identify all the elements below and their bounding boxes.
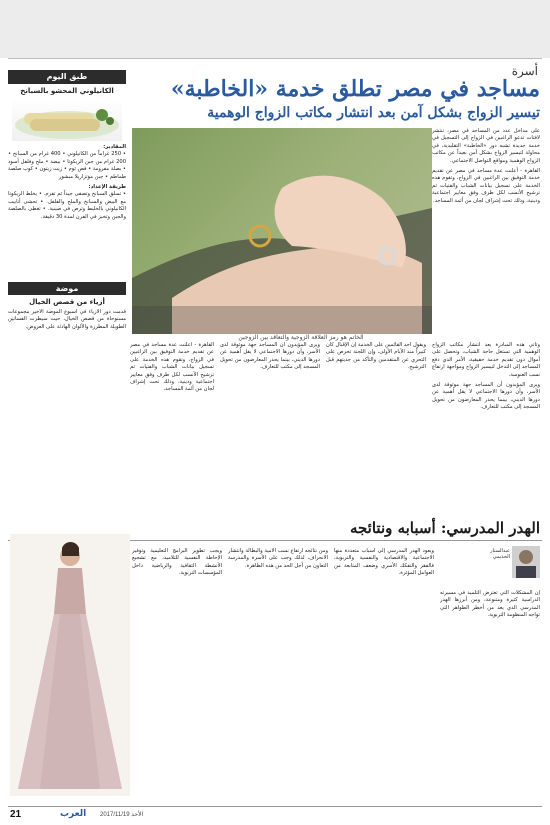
author-box [478,544,540,584]
fashion-text: قدمت دور الأزياء في أسبوع الموضة الأخير مجموعات مستوحاة من قصص الخيال، حيث سيطرت الفساتين الطويلة المطرزة والألوان الهادئة على العروض. [8,309,126,330]
body-text-1b: القاهرة - أعلنت عدة مساجد في مصر عن تقديم خدمة التوفيق بين الراغبين في الزواج، وتقوم هذه الخدمة على تسجيل بيانات الشباب والفتيات ثم ترشيح الأنسب لكل طرف وفق معايير اجتماعية ودينية، وذلك تحت إشراف لجان من أئمة المساجد. [130,342,214,393]
side-ingredients-block [8,144,126,274]
side-method-label: طريقة الإعداد: [88,184,126,191]
body-text-2: وتأتي هذه المبادرة بعد انتشار مكاتب الزواج الوهمية التي تستغل حاجة الشباب، وتحصل على أموال دون تقديم خدمة حقيقية، الأمر الذي دفع المساجد إلى التدخل لتيسير الزواج ومواجهة ارتفاع نسب العنوسة. [432,342,540,378]
body-text-1: القاهرة - أعلنت عدة مساجد في مصر عن تقديم خدمة التوفيق بين الراغبين في الزواج، وتقوم هذه الخدمة على تسجيل بيانات الشباب والفتيات ثم ترشيح الأنسب لكل طرف وفق معايير اجتماعية ودينية، وذلك تحت إشراف لجان من أئمة المساجد. [432,168,540,204]
hands-ring-illustration [132,128,432,334]
cannelloni-illustration [12,99,122,141]
intro-column [432,128,540,334]
side-ingredients-label: المقادير: [103,144,126,150]
author-photo-icon [512,546,540,578]
top-banner [0,0,550,58]
wedding-ring-photo [132,128,432,334]
footer-rule [8,806,542,821]
article-column-2 [326,342,426,512]
issue-date: الأحد 2017/11/19 [100,812,144,818]
page-number: 21 [10,809,22,820]
lower-column-1 [440,590,540,802]
gown-illustration [10,534,130,796]
side-section-bar: طبق اليوم [8,70,126,84]
fashion-text-block [8,309,126,389]
lower-column-4 [132,548,222,802]
lower-column-3 [228,548,328,802]
lower-text-2: ويعود الهدر المدرسي إلى أسباب متعددة منها الاجتماعية والاقتصادية والنفسية والتربوية، فالفقر والتفكك الأسري وضعف المتابعة من العوامل المؤثرة. [334,548,434,577]
body-text-3b: ويرى المؤيدون أن المساجد جهة موثوقة لدى الأسر، وأن دورها الاجتماعي لا يقل أهمية عن دورها الديني، بينما يحذر المعارضون من تحويل المسجد إلى مكتب للتعارف. [220,342,320,371]
fashion-title: أزياء من قصص الخيال [29,298,105,306]
lower-text-1: إن المشكلات التي تعترض التلميذ في مسيرته الدراسية كثيرة ومتنوعة، ومن أبرزها الهدر المدرسي الذي يعد من أخطر الظواهر التي تواجه المنظومة التربوية. [440,590,540,619]
headline: مساجد في مصر تطلق خدمة «الخاطبة» [170,76,540,102]
lower-column-2 [334,548,434,802]
article-column-3 [220,342,320,512]
side-method: • تسلق السبانخ وتصفى جيداً ثم تفرم. • يخلط الريكوتا مع البيض والسبانخ والملح والفلفل. • تحشى أنابيب الكانيلوني بالخليط وترص في صينية. • تغطى بالصلصة والجبن وتخبز في الفرن لمدة 30 دقيقة. [8,191,126,220]
body-text-4: ويقول أحد القائمين على الخدمة إن الإقبال كان كبيراً منذ الأيام الأولى، وإن اللجنة تحرص على التحري عن المتقدمين والتأكد من جديتهم قبل الترشيح. [326,342,426,371]
dish-photo [12,99,122,141]
side-dish-title: الكانيلوني المحشو بالسبانخ [20,87,114,95]
article-column-1 [432,342,540,512]
top-rule [8,58,542,59]
fashion-photo [10,534,130,796]
article-column-4 [130,342,214,512]
photo-caption: الخاتم هو رمز العلاقة الزوجية والتعاقد بين الزوجين [238,334,364,341]
section-label: أسرة [511,64,538,78]
fashion-section-bar: موضة [8,282,126,295]
intro-text: على مداخل عدد من المساجد في مصر، تنتشر لافتات تدعو الراغبين في الزواج إلى التسجيل في خدمة جديدة تشبه دور «الخاطبة» التقليدية، في محاولة لتيسير الزواج بشكل آمن بعيداً عن مكاتب الزواج الوهمية ومواقع التواصل الاجتماعي. [432,128,540,164]
lower-headline: الهدر المدرسي: أسبابه ونتائجه [349,519,540,537]
lower-text-4: ويجب تطوير البرامج التعليمية وتوفير الإحاطة النفسية للتلاميذ، مع تشجيع الأنشطة الثقافية والرياضية داخل المؤسسات التربوية. [132,548,222,577]
masthead: العرب [60,809,87,819]
sidebar-dish [8,70,126,500]
author-name: عبدالستار الخديمي [490,548,510,560]
side-ingredients: • 250 غراماً من الكانيلوني • 400 غرام من السبانخ • 200 غرام من جبن الريكوتا • بيضة • ملح وفلفل أسود • بصلة مفرومة • فص ثوم • زيت زيتون • كوب صلصة طماطم • جبن موتزاريلا مبشور [8,151,126,180]
body-text-3: ويرى المؤيدون أن المساجد جهة موثوقة لدى الأسر، وأن دورها الاجتماعي لا يقل أهمية عن دورها الديني، بينما يحذر المعارضون من تحويل المسجد إلى مكتب للتعارف. [432,382,540,411]
lower-text-3: ومن نتائجه ارتفاع نسب الأمية والبطالة وانتشار الانحراف، لذلك وجب على الأسرة والمدرسة التعاون من أجل الحد من هذه الظاهرة. [228,548,328,569]
subheadline: تيسير الزواج بشكل آمن بعد انتشار مكاتب الزواج الوهمية [207,105,540,121]
